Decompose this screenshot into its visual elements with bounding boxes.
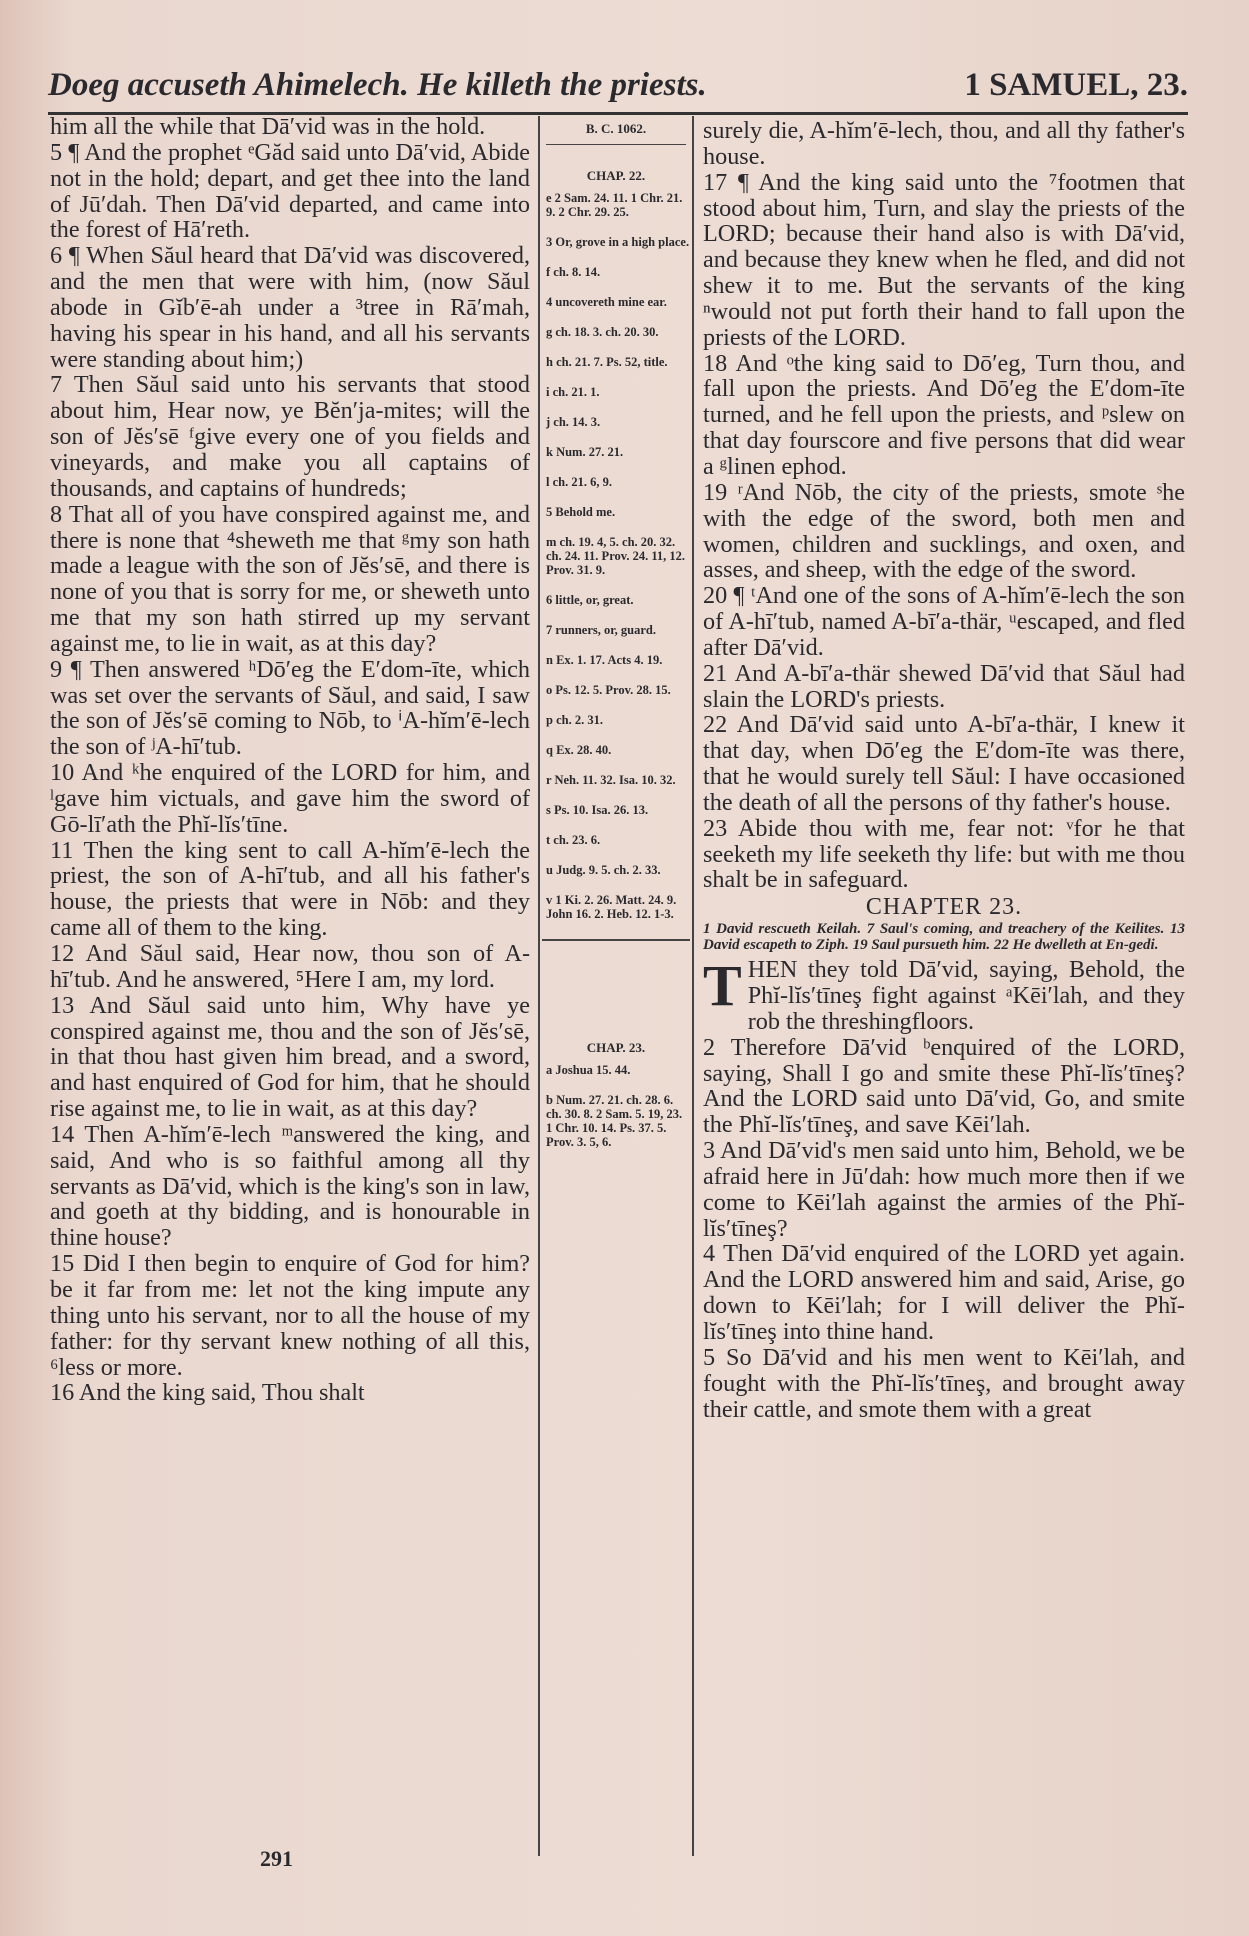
verse-paragraph: 15 Did I then begin to enquire of God for him? be it far from me: let not the king impute any thing unto his servant, nor to all the house of my father: for thy servant knew nothing of all this, ⁶less or more. xyxy=(50,1250,530,1381)
reference-notes xyxy=(542,191,690,921)
reference-note: u Judg. 9. 5. ch. 2. 33. xyxy=(546,863,661,877)
reference-note: m ch. 19. 4, 5. ch. 20. 32. ch. 24. 11. Prov. 24. 11, 12. Prov. 31. 9. xyxy=(546,535,686,577)
verse-paragraph: him all the while that Dā′vid was in the hold. xyxy=(50,113,486,140)
reference-note: l ch. 21. 6, 9. xyxy=(546,475,612,489)
drop-cap: T xyxy=(703,953,742,1019)
verse-paragraph: 19 ʳAnd Nōb, the city of the priests, smote ˢhe with the edge of the sword, both men and women, children and sucklings, and oxen, and asses, and sheep, with the edge of the sword. xyxy=(703,478,1185,584)
chapter-label: CHAP. 23. xyxy=(586,1040,646,1055)
reference-note: v 1 Ki. 2. 26. Matt. 24. 9. John 16. 2. Heb. 12. 1-3. xyxy=(546,893,677,921)
verse-paragraph: 18 And ᵒthe king said to Dō′eg, Turn thou, and fall upon the priests. And Dō′eg the E′dom-īte turned, and he fell upon the priests, and ᵖslew on that day fourscore and five persons that did wear a ᵍlinen ephod. xyxy=(703,349,1185,480)
left-column xyxy=(50,114,530,1406)
verse-paragraph: 2 Therefore Dā′vid ᵇenquired of the LORD, saying, Shall I go and smite these Phĭ-lĭs′tīneş? And the LORD said unto Dā′vid, Go, and smite the Phĭ-lĭs′tīneş, and save Kēi′lah. xyxy=(703,1033,1185,1139)
verse-paragraph: 5 ¶ And the prophet ᵉGăd said unto Dā′vid, Abide not in the hold; depart, and get thee into the land of Jū′dah. Then Dā′vid departed, and came into the forest of Hā′reth. xyxy=(50,138,530,244)
verse-paragraph: 11 Then the king sent to call A-hĭm′ē-lech the priest, the son of A-hī′tub, and all his father's house, the priests that were in Nōb: and they came all of them to the king. xyxy=(50,836,530,942)
reference-note: g ch. 18. 3. ch. 20. 30. xyxy=(546,325,659,339)
verse-paragraph: 13 And Săul said unto him, Why have ye conspired against me, thou and the son of Jĕs′sē, in that thou hast given him bread, and a sword, and hast enquired of God for him, that he should rise against me, to lie in wait, as at this day? xyxy=(50,991,530,1123)
reference-note: r Neh. 11. 32. Isa. 10. 32. xyxy=(546,773,676,787)
verse-paragraph: 4 Then Dā′vid enquired of the LORD yet again. And the LORD answered him and said, Arise, go down to Kēi′lah; for I will deliver the Phĭ-lĭs′tīneş into thine hand. xyxy=(703,1240,1185,1345)
reference-note: p ch. 2. 31. xyxy=(546,713,603,727)
reference-note: j ch. 14. 3. xyxy=(546,415,601,429)
chapter-heading: CHAPTER 23. xyxy=(865,894,1023,921)
reference-note: 3 Or, grove in a high place. xyxy=(546,235,690,249)
reference-note: 4 uncovereth mine ear. xyxy=(546,295,667,309)
verse-paragraph: 16 And the king said, Thou shalt xyxy=(50,1379,365,1407)
verse-paragraph: surely die, A-hĭm′ē-lech, thou, and all thy father's house. xyxy=(703,117,1185,170)
reference-note: b Num. 27. 21. ch. 28. 6. ch. 30. 8. 2 Sam. 5. 19, 23. 1 Chr. 10. 14. Ps. 37. 5. Prov. 3. 5, 6. xyxy=(546,1093,683,1149)
running-header xyxy=(48,62,1188,108)
verse-paragraph: 6 ¶ When Săul heard that Dā′vid was discovered, and the men that were with him, (now Săul abode in Gĭb′ē-ah under a ³tree in Rā′mah, having his spear in his hand, and all his servants were standing about him;) xyxy=(50,242,530,373)
reference-note: a Joshua 15. 44. xyxy=(546,1063,631,1077)
header-left: Doeg accuseth Ahimelech. He killeth the priests. xyxy=(48,67,707,103)
reference-note: 6 little, or, great. xyxy=(546,593,634,607)
reference-note: 5 Behold me. xyxy=(546,505,616,519)
reference-note: k Num. 27. 21. xyxy=(546,445,624,459)
reference-note: q Ex. 28. 40. xyxy=(546,743,612,757)
verse-paragraph: 23 Abide thou with me, fear not: ᵛfor he that seeketh my life seeketh thy life: but with me thou shalt be in safeguard. xyxy=(703,814,1185,894)
reference-note: n Ex. 1. 17. Acts 4. 19. xyxy=(546,653,663,667)
page-number: 291 xyxy=(260,1846,293,1871)
column-divider xyxy=(692,116,694,1856)
reference-note: h ch. 21. 7. Ps. 52, title. xyxy=(546,355,668,369)
chapter-label: CHAP. 22. xyxy=(586,168,646,183)
first-verse xyxy=(703,953,1185,1035)
reference-note: s Ps. 10. Isa. 26. 13. xyxy=(546,803,649,817)
reference-note: t ch. 23. 6. xyxy=(546,833,601,847)
header-right: 1 SAMUEL, 23. xyxy=(964,67,1188,103)
right-column xyxy=(703,118,1185,1422)
verse-paragraph: 9 ¶ Then answered ʰDō′eg the E′dom-īte, which was set over the servants of Săul, and said, I saw the son of Jĕs′sē coming to Nōb, to ⁱA-hĭm′ē-lech the son of ʲA-hī′tub. xyxy=(50,655,530,761)
verse-paragraph: 22 And Dā′vid said unto A-bī′a-thär, I knew it that day, when Dō′eg the E′dom-īte was there, that he would surely tell Săul: I have occasioned the death of all the persons of thy father's house. xyxy=(703,711,1185,816)
reference-note: 7 runners, or, guard. xyxy=(546,623,656,637)
verse-paragraph: 7 Then Săul said unto his servants that stood about him, Hear now, ye Bĕn′ja-mites; will the son of Jĕs′sē ᶠgive every one of you fields and vineyards, and make you all captains of thousands, and captains of hundreds; xyxy=(50,371,530,502)
reference-separator xyxy=(542,939,690,941)
verse-paragraph: 17 ¶ And the king said unto the ⁷footmen that stood about him, Turn, and slay the priests of the LORD; because their hand also is with Dā′vid, and because they knew when he fled, and did not shew it to me. But the servants of the king ⁿwould not put forth their hand to fall upon the priests of the LORD. xyxy=(703,168,1185,351)
verse-paragraph: 10 And ᵏhe enquired of the LORD for him, and ˡgave him victuals, and gave him the sword of Gō-lī′ath the Phĭ-lĭs′tīne. xyxy=(50,759,530,838)
verse-paragraph: 8 That all of you have conspired against me, and there is none that ⁴sheweth me that ᵍmy son hath made a league with the son of Jĕs′sē, and there is none of you that is sorry for me, or sheweth unto me that my son hath stirred up my servant against me, to lie in wait, as at this day? xyxy=(50,500,530,657)
verse-paragraph: 14 Then A-hĭm′ē-lech ᵐanswered the king, and said, And who is so faithful among all thy servants as Dā′vid, which is the king's son in law, and goeth at thy bidding, and is honourable in thine house? xyxy=(50,1120,530,1252)
chapter-summary: 1 David rescueth Keilah. 7 Saul's coming, and treachery of the Keilites. 13 David escapeth to Ziph. 19 Saul pursueth him. 22 He dwelleth at En-gedi. xyxy=(703,921,1185,954)
date-label: B. C. 1062. xyxy=(585,121,647,136)
verse-paragraph: 5 So Dā′vid and his men went to Kēi′lah, and fought with the Phĭ-lĭs′tīneş, and brought away their cattle, and smote them with a great xyxy=(703,1343,1185,1423)
reference-note: f ch. 8. 14. xyxy=(546,265,601,279)
verse-paragraph: 3 And Dā′vid's men said unto him, Behold, we be afraid here in Jū′dah: how much more then if we come to Kēi′lah against the armies of the Phĭ-lĭs′tīneş? xyxy=(703,1137,1185,1242)
reference-note: i ch. 21. 1. xyxy=(546,385,600,399)
date-rule xyxy=(546,144,686,145)
verse-paragraph: 20 ¶ ᵗAnd one of the sons of A-hĭm′ē-lech the son of A-hī′tub, named A-bī′a-thär, ᵘescaped, and fled after Dā′vid. xyxy=(703,582,1185,661)
reference-notes xyxy=(542,1063,690,1149)
reference-note: e 2 Sam. 24. 11. 1 Chr. 21. 9. 2 Chr. 29. 25. xyxy=(546,191,683,219)
reference-note: o Ps. 12. 5. Prov. 28. 15. xyxy=(546,683,671,697)
verse-paragraph: 12 And Săul said, Hear now, thou son of A-hī′tub. And he answered, ⁵Here I am, my lord. xyxy=(50,940,530,993)
reference-column xyxy=(542,116,690,1165)
first-verse-text: HEN they told Dā′vid, saying, Behold, the Phĭ-lĭs′tīneş fight against ᵃKēi′lah, and they rob the threshingfloors. xyxy=(747,956,1185,1035)
column-divider xyxy=(538,116,540,1856)
verse-paragraph: 21 And A-bī′a-thär shewed Dā′vid that Săul had slain the LORD's priests. xyxy=(703,659,1185,713)
